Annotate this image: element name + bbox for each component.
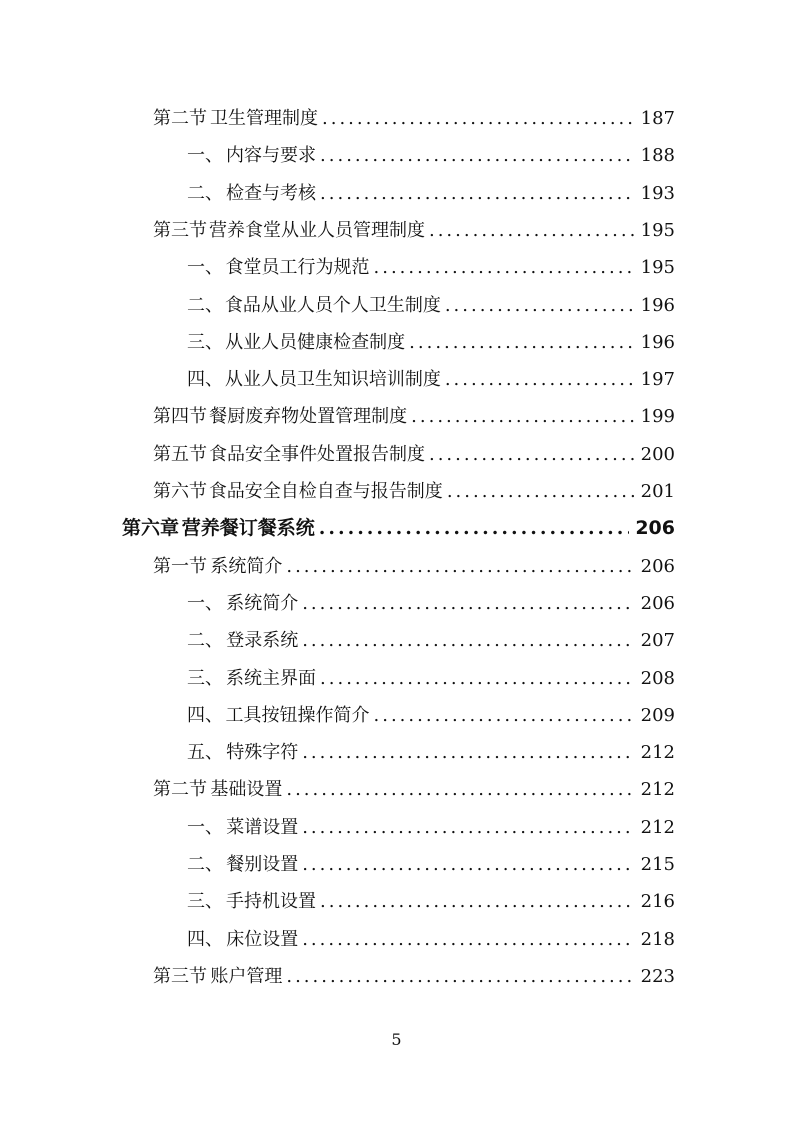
toc-entry[interactable] (187, 324, 675, 361)
toc-dot-leader (319, 510, 630, 547)
toc-dot-leader (374, 697, 635, 734)
toc-entry-page: 218 (640, 928, 675, 950)
toc-entry-page: 195 (640, 219, 675, 241)
toc-entry[interactable] (187, 697, 675, 734)
toc-entry-page: 216 (640, 891, 675, 913)
toc-entry[interactable] (187, 883, 675, 920)
toc-entry-page: 197 (640, 369, 675, 391)
toc-entry-title: 食品安全事件处置报告制度 (208, 443, 425, 465)
toc-entry-page: 212 (640, 816, 675, 838)
toc-dot-leader (286, 548, 634, 585)
toc-entry-title: 菜谱设置 (226, 816, 299, 838)
toc-dot-leader (429, 436, 635, 473)
toc-entry[interactable] (153, 398, 675, 435)
toc-entry-number: 第二节 (153, 779, 207, 801)
toc-entry-title: 内容与要求 (226, 145, 317, 167)
toc-entry-title: 餐别设置 (226, 854, 299, 875)
toc-dot-leader (320, 883, 635, 920)
toc-dot-leader (320, 175, 635, 212)
toc-entry-page: 188 (640, 145, 675, 167)
page-number: 5 (391, 1030, 402, 1049)
toc-entry-page: 199 (640, 406, 675, 428)
toc-entry-title: 基础设置 (210, 779, 283, 801)
toc-dot-leader (302, 734, 634, 771)
toc-entry-title: 系统简介 (226, 592, 299, 614)
toc-entry[interactable] (153, 100, 675, 137)
toc-dot-leader (302, 921, 634, 958)
toc-entry-number: 三、 (187, 667, 223, 689)
toc-entry[interactable] (187, 249, 675, 286)
toc-entry-title: 食堂员工行为规范 (225, 257, 370, 279)
toc-entry-page: 196 (640, 294, 675, 316)
toc-entry-title: 卫生管理制度 (210, 108, 319, 129)
toc-entry-number: 二、 (187, 630, 223, 652)
toc-entry-title: 从业人员健康检查制度 (225, 331, 406, 353)
toc-dot-leader (302, 846, 634, 883)
toc-entry[interactable] (187, 809, 675, 846)
toc-entry[interactable] (153, 473, 675, 510)
toc-entry-page: 195 (640, 257, 675, 279)
toc-dot-leader (445, 361, 635, 398)
toc-dot-leader (411, 398, 634, 435)
toc-entry-title: 检查与考核 (226, 182, 317, 204)
toc-entry-title: 系统简介 (210, 555, 283, 577)
toc-entry-page: 200 (640, 443, 675, 465)
toc-entry-page: 206 (640, 592, 675, 614)
toc-entry-page: 212 (640, 742, 675, 764)
toc-entry[interactable] (122, 510, 675, 547)
toc-dot-leader (286, 771, 634, 808)
toc-entry-number: 四、 (187, 369, 223, 391)
toc-entry-page: 206 (635, 517, 675, 540)
toc-dot-leader (374, 249, 635, 286)
toc-entry-page: 215 (640, 854, 675, 875)
toc-entry[interactable] (187, 287, 675, 324)
toc-dot-leader (320, 660, 635, 697)
toc-dot-leader (429, 212, 635, 249)
toc-entry-number: 第三节 (153, 965, 207, 987)
toc-entry-page: 209 (640, 704, 675, 726)
toc-entry-number: 第二节 (153, 108, 207, 129)
toc-entry[interactable] (187, 846, 675, 883)
toc-entry-number: 第四节 (153, 406, 207, 428)
toc-entry-page: 187 (640, 108, 675, 129)
toc-entry-number: 五、 (187, 742, 223, 764)
toc-entry-page: 193 (640, 182, 675, 204)
toc-entry-page: 208 (640, 667, 675, 689)
toc-entry-title: 账户管理 (210, 965, 283, 987)
toc-entry-page: 212 (640, 779, 675, 801)
toc-entry[interactable] (187, 361, 675, 398)
toc-entry-title: 手持机设置 (226, 891, 317, 913)
toc-entry[interactable] (153, 212, 675, 249)
toc-entry-number: 一、 (187, 145, 223, 167)
toc-entry[interactable] (187, 175, 675, 212)
toc-entry-title: 营养食堂从业人员管理制度 (208, 219, 425, 241)
toc-entry-number: 第六节 (153, 481, 207, 502)
toc-entry-page: 223 (640, 965, 675, 987)
toc-dot-leader (409, 324, 634, 361)
toc-dot-leader (322, 100, 635, 137)
toc-dot-leader (447, 473, 635, 510)
toc-entry-title: 从业人员卫生知识培训制度 (224, 369, 441, 391)
toc-entry[interactable] (187, 137, 675, 174)
toc-entry-title: 床位设置 (226, 928, 299, 950)
toc-entry-page: 196 (640, 331, 675, 353)
toc-dot-leader (302, 622, 634, 659)
toc-entry-number: 二、 (187, 294, 223, 316)
toc-entry[interactable] (187, 622, 675, 659)
toc-entry-page: 207 (640, 630, 675, 652)
toc-dot-leader (445, 287, 635, 324)
toc-entry-number: 一、 (187, 257, 223, 279)
toc-entry[interactable] (187, 660, 675, 697)
toc-entry-number: 四、 (187, 704, 223, 726)
toc-entry-number: 第五节 (153, 443, 207, 465)
toc-dot-leader (320, 137, 635, 174)
toc-entry-number: 二、 (187, 854, 223, 875)
toc-entry-number: 第一节 (153, 555, 207, 577)
toc-entry-title: 食品从业人员个人卫生制度 (224, 294, 441, 316)
toc-entry[interactable] (153, 436, 675, 473)
toc-dot-leader (302, 585, 634, 622)
toc-entry-page: 201 (640, 481, 675, 502)
toc-entry-title: 食品安全自检自查与报告制度 (208, 481, 443, 502)
toc-entry[interactable] (153, 548, 675, 585)
toc-entry-number: 第三节 (153, 219, 207, 241)
toc-entry[interactable] (153, 958, 675, 995)
toc-dot-leader (286, 958, 634, 995)
toc-entry-title: 系统主界面 (226, 667, 317, 689)
toc-entry-title: 登录系统 (226, 630, 299, 652)
toc-entry-number: 三、 (187, 891, 223, 913)
toc-dot-leader (302, 809, 634, 846)
toc-entry-title: 营养餐订餐系统 (181, 517, 315, 540)
toc-entry-number: 第六章 (122, 517, 180, 540)
toc-entry[interactable] (187, 585, 675, 622)
toc-entry-number: 四、 (187, 928, 223, 950)
toc-entry-page: 206 (640, 555, 675, 577)
toc-entry[interactable] (187, 734, 675, 771)
toc-entry-title: 工具按钮操作简介 (225, 704, 370, 726)
toc-entry[interactable] (187, 921, 675, 958)
toc-entry-number: 三、 (187, 331, 223, 353)
toc-entry-title: 餐厨废弃物处置管理制度 (209, 406, 408, 428)
toc-entry-number: 二、 (187, 182, 223, 204)
toc-entry-title: 特殊字符 (226, 742, 299, 764)
toc-entry-number: 一、 (187, 592, 223, 614)
toc-entry[interactable] (153, 771, 675, 808)
toc-entry-number: 一、 (187, 816, 223, 838)
